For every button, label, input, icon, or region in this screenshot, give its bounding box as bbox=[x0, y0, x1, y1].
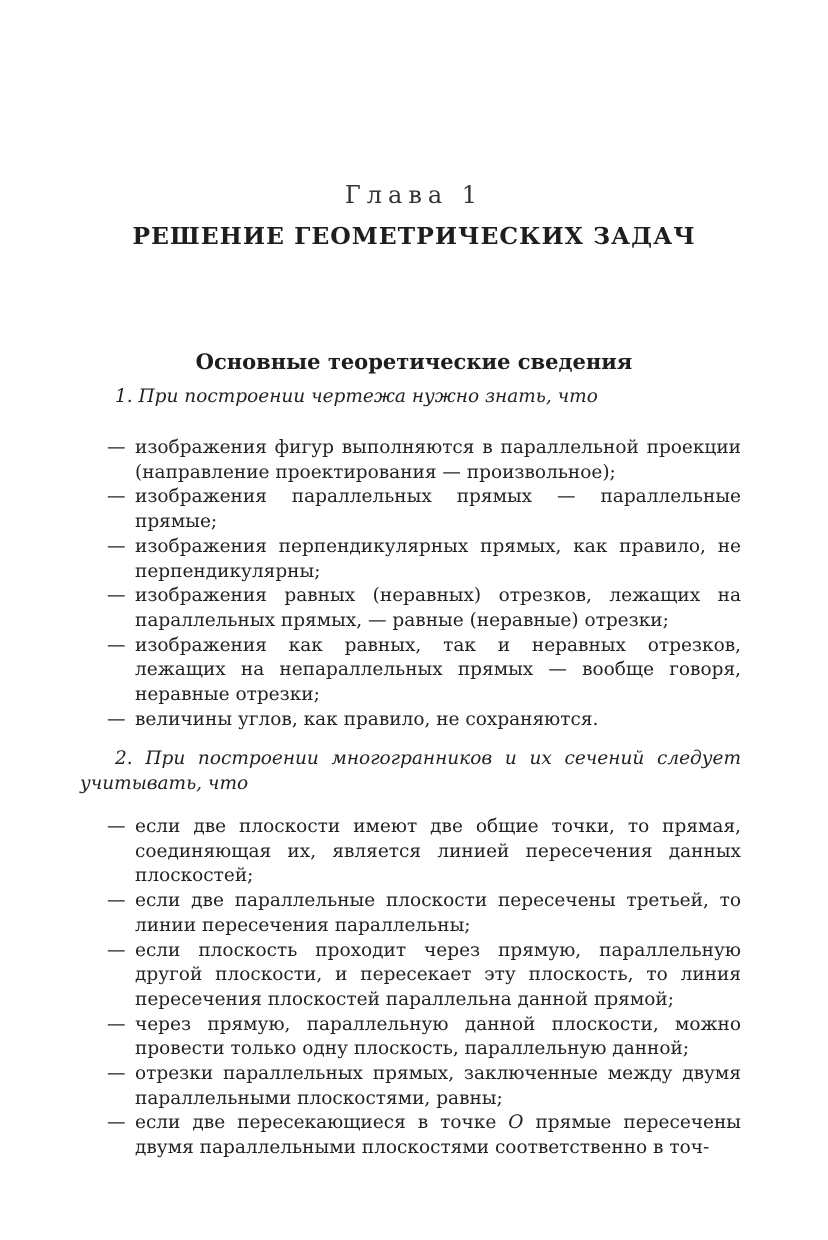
item-text-before: если две пересекающиеся в точке bbox=[135, 1112, 509, 1134]
list-item: — изображения равных (неравных) отрезков, лежащих на параллельных прямых, — равные (неравные) отрезки; bbox=[80, 584, 741, 633]
chapter-title: РЕШЕНИЕ ГЕОМЕТРИЧЕСКИХ ЗАДАЧ bbox=[132, 222, 696, 250]
part2-lead: 2. При построении многогранников и их сечений следует учитывать, что bbox=[80, 748, 741, 794]
chapter-label: Глава 1 bbox=[344, 181, 484, 209]
list-item: — если плоскость проходит через прямую, параллельную другой плоскости, и пересекает эту плоскость, то линия пересечения плоскостей параллельна данной прямой; bbox=[80, 939, 741, 1013]
list-item: — если две плоскости имеют две общие точки, то прямая, соединяющая их, является линией пересечения данных плоскостей; bbox=[80, 815, 741, 889]
list-item: — отрезки параллельных прямых, заключенные между двумя параллельными плоскостями, равны; bbox=[80, 1062, 741, 1111]
list-item: — изображения фигур выполняются в параллельной проекции (направление проектирования — произвольное); bbox=[80, 436, 741, 485]
list-item: — величины углов, как правило, не сохраняются. bbox=[80, 708, 741, 733]
part1-list bbox=[80, 436, 741, 732]
list-item: — изображения параллельных прямых — параллельные прямые; bbox=[80, 485, 741, 534]
section-title: Основные теоретические сведения bbox=[195, 349, 633, 374]
list-item bbox=[80, 1111, 741, 1160]
part2-list bbox=[80, 815, 741, 1161]
item-text-after: прямые пересечены двумя параллельными плоскостями соответственно в точ- bbox=[135, 1112, 741, 1159]
point-label: O bbox=[508, 1112, 524, 1134]
list-item: — если две параллельные плоскости пересечены третьей, то линии пересечения параллельны; bbox=[80, 889, 741, 938]
list-item: — изображения перпендикулярных прямых, как правило, не перпендикулярны; bbox=[80, 535, 741, 584]
list-item: — через прямую, параллельную данной плоскости, можно провести только одну плоскость, параллельную данной; bbox=[80, 1013, 741, 1062]
part1-lead: 1. При построении чертежа нужно знать, что bbox=[115, 386, 598, 407]
list-item: — изображения как равных, так и неравных отрезков, лежащих на непараллельных прямых — вообще говоря, неравные отрезки; bbox=[80, 634, 741, 708]
